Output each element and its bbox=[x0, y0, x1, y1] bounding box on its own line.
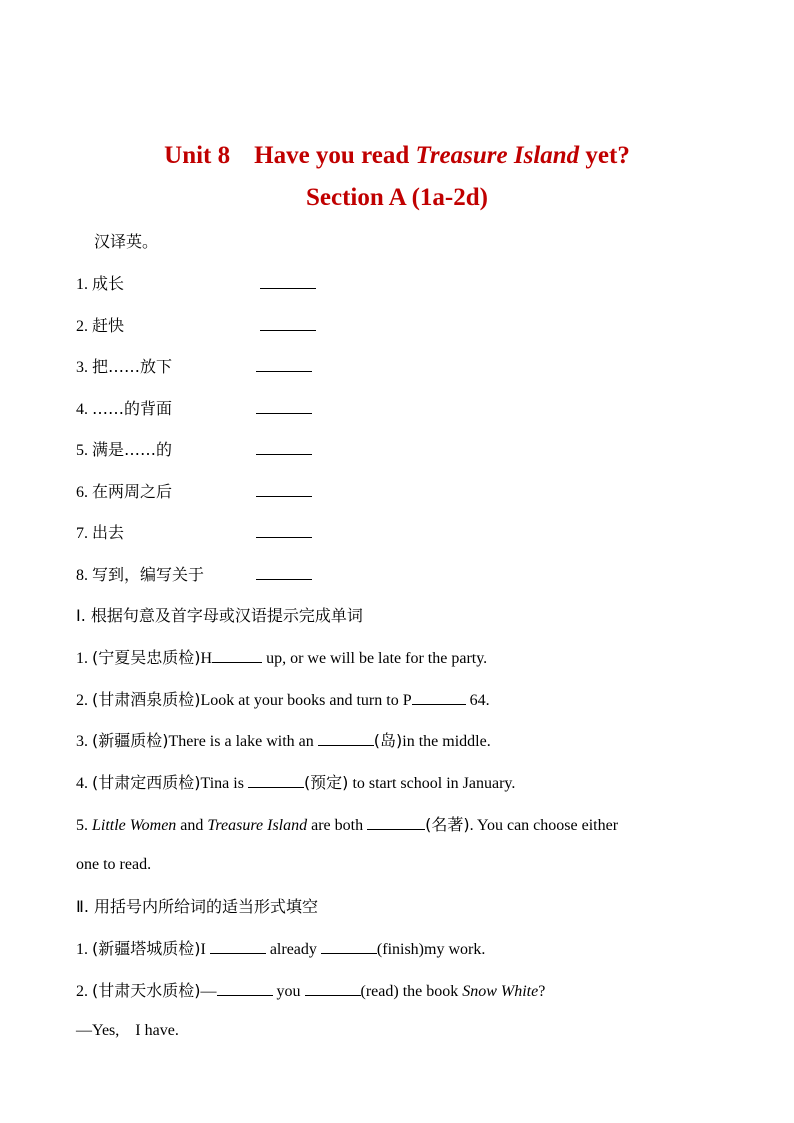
vocab-item: 7. 出去 bbox=[76, 523, 312, 544]
question-2-1: 1. (新疆塔城质检)I already (finish)my work. bbox=[76, 939, 486, 958]
title-unit: Unit 8 bbox=[164, 142, 231, 169]
question-2-2-answer: —Yes, I have. bbox=[76, 1022, 179, 1039]
answer-blank[interactable] bbox=[212, 648, 262, 663]
answer-blank[interactable] bbox=[256, 440, 312, 455]
vocab-item: 3. 把……放下 bbox=[76, 357, 312, 378]
answer-blank[interactable] bbox=[318, 731, 374, 746]
answer-blank[interactable] bbox=[305, 981, 361, 996]
page-title bbox=[0, 142, 794, 170]
vocab-item: 2. 赶快 bbox=[76, 316, 316, 337]
question-1-5-continued: one to read. bbox=[76, 856, 152, 873]
answer-blank[interactable] bbox=[367, 815, 425, 830]
answer-blank[interactable] bbox=[210, 939, 266, 954]
vocab-item: 5. 满是……的 bbox=[76, 440, 312, 461]
question-1-2: 2. (甘肃酒泉质检)Look at your books and turn to P 64. bbox=[76, 690, 490, 709]
question-1-3: 3. (新疆质检)There is a lake with an (岛)in the middle. bbox=[76, 731, 491, 750]
answer-blank[interactable] bbox=[256, 482, 312, 497]
answer-blank[interactable] bbox=[256, 357, 312, 372]
section-2-heading: Ⅱ. 用括号内所给词的适当形式填空 bbox=[76, 897, 319, 916]
answer-blank[interactable] bbox=[260, 274, 316, 289]
question-1-4: 4. (甘肃定西质检)Tina is (预定) to start school in January. bbox=[76, 773, 516, 792]
vocab-item: 6. 在两周之后 bbox=[76, 482, 312, 503]
answer-blank[interactable] bbox=[412, 690, 466, 705]
answer-blank[interactable] bbox=[256, 565, 312, 580]
answer-blank[interactable] bbox=[256, 399, 312, 414]
answer-blank[interactable] bbox=[217, 981, 273, 996]
question-2-2: 2. (甘肃天水质检)— you (read) the book Snow White? bbox=[76, 981, 546, 1000]
question-1-1: 1. (宁夏吴忠质检)H up, or we will be late for the party. bbox=[76, 648, 488, 667]
vocab-item: 8. 写到，编写关于 bbox=[76, 565, 312, 586]
page-subtitle: Section A (1a-2d) bbox=[306, 184, 488, 211]
title-end: yet? bbox=[585, 142, 630, 169]
vocab-item: 1. 成长 bbox=[76, 274, 316, 295]
answer-blank[interactable] bbox=[321, 939, 377, 954]
answer-blank[interactable] bbox=[260, 316, 316, 331]
vocab-heading: 汉译英。 bbox=[94, 232, 159, 251]
question-1-5: 5. Little Women and Treasure Island are both (名著). You can choose either bbox=[76, 815, 619, 834]
section-1-heading: Ⅰ. 根据句意及首字母或汉语提示完成单词 bbox=[76, 606, 363, 625]
title-book: Treasure Island bbox=[415, 142, 580, 169]
title-question: Have you read bbox=[254, 142, 410, 169]
vocab-item: 4. ……的背面 bbox=[76, 399, 312, 420]
answer-blank[interactable] bbox=[256, 523, 312, 538]
answer-blank[interactable] bbox=[248, 773, 304, 788]
